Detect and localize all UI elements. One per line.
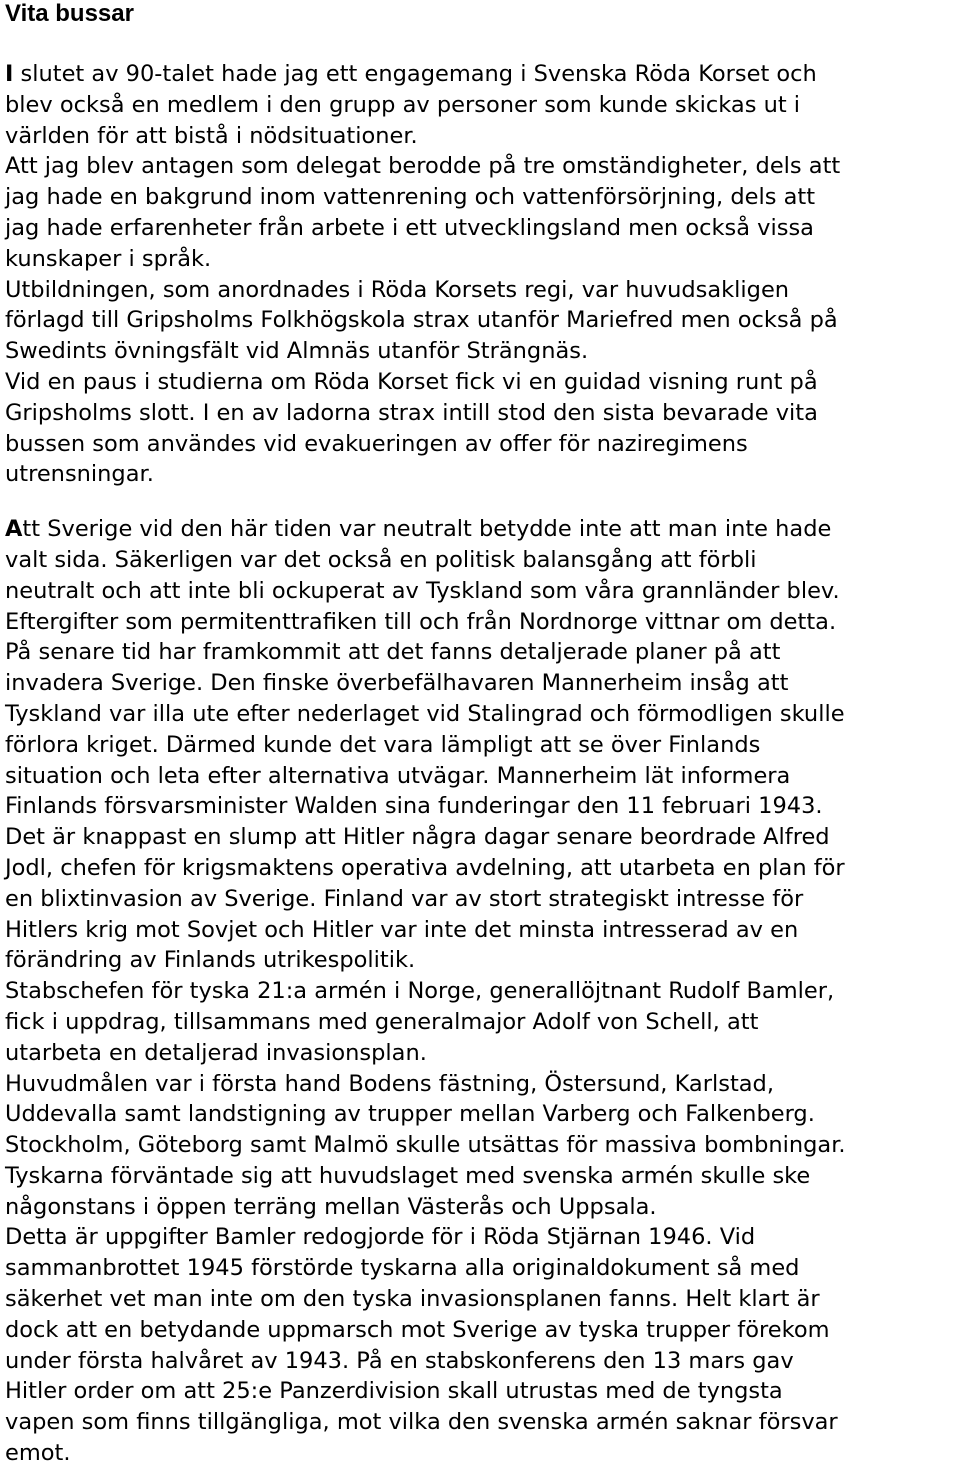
text-line: vapen som finns tillgängliga, mot vilka den svenska armén saknar försvar — [5, 1409, 838, 1436]
paragraph-neutrality — [5, 514, 957, 1469]
text-line: bussen som användes vid evakueringen av offer för naziregimens — [5, 430, 748, 457]
text-line: invadera Sverige. Den finske överbefälhavaren Mannerheim insåg att — [5, 670, 789, 697]
text-line: På senare tid har framkommit att det fanns detaljerade planer på att — [5, 639, 781, 666]
text-line-rest: tt Sverige vid den här tiden var neutralt betydde inte att man inte hade — [22, 516, 832, 543]
text-line: situation och leta efter alternativa utvägar. Mannerheim lät informera — [5, 762, 791, 789]
text-line: säkerhet vet man inte om den tyska invasionsplanen fanns. Helt klart är — [5, 1286, 820, 1313]
text-line: fick i uppdrag, tillsammans med generalmajor Adolf von Schell, att — [5, 1008, 759, 1035]
text-line: jag hade en bakgrund inom vattenrening och vattenförsörjning, dels att — [5, 184, 816, 211]
text-line: Stockholm, Göteborg samt Malmö skulle utsättas för massiva bombningar. — [5, 1132, 846, 1159]
text-line: Finlands försvarsminister Walden sina funderingar den 11 februari 1943. — [5, 793, 823, 820]
text-line: en blixtinvasion av Sverige. Finland var av stort strategiskt intresse för — [5, 885, 804, 912]
text-line: Att jag blev antagen som delegat berodde på tre omständigheter, dels att — [5, 153, 841, 180]
text-line: utrensningar. — [5, 461, 154, 488]
text-line: Hitlers krig mot Sovjet och Hitler var inte det minsta intresserad av en — [5, 916, 799, 943]
text-line: kunskaper i språk. — [5, 245, 212, 272]
text-line: Gripsholms slott. I en av ladorna strax intill stod den sista bevarade vita — [5, 399, 818, 426]
text-line: neutralt och att inte bli ockuperat av Tyskland som våra grannländer blev. — [5, 577, 840, 604]
text-line: dock att en betydande uppmarsch mot Sverige av tyska trupper förekom — [5, 1316, 830, 1343]
text-line: Detta är uppgifter Bamler redogjorde för i Röda Stjärnan 1946. Vid — [5, 1224, 756, 1251]
text-line: emot. — [5, 1440, 71, 1467]
text-line: blev också en medlem i den grupp av personer som kunde skickas ut i — [5, 91, 801, 118]
paragraph-intro — [5, 59, 957, 490]
text-line: Uddevalla samt landstigning av trupper mellan Varberg och Falkenberg. — [5, 1101, 815, 1128]
text-line: Huvudmålen var i första hand Bodens fästning, Östersund, Karlstad, — [5, 1070, 774, 1097]
text-line: Stabschefen för tyska 21:a armén i Norge, generallöjtnant Rudolf Bamler, — [5, 978, 835, 1005]
text-line: under första halvåret av 1943. På en stabskonferens den 13 mars gav — [5, 1347, 794, 1374]
text-line: Vid en paus i studierna om Röda Korset fick vi en guidad visning runt på — [5, 368, 818, 395]
lead-letter: A — [5, 516, 23, 543]
text-line-rest: slutet av 90-talet hade jag ett engagemang i Svenska Röda Korset och — [13, 61, 817, 87]
text-line: Swedints övningsfält vid Almnäs utanför Strängnäs. — [5, 338, 589, 365]
text-line: Tyskarna förväntade sig att huvudslaget med svenska armén skulle ske — [5, 1162, 811, 1189]
text-line — [5, 514, 957, 545]
text-line: världen för att bistå i nödsituationer. — [5, 122, 418, 149]
text-line: någonstans i öppen terräng mellan Västerås och Uppsala. — [5, 1193, 657, 1220]
document-page — [5, 0, 957, 1469]
text-line: förlora kriget. Därmed kunde det vara lämpligt att se över Finlands — [5, 731, 761, 758]
text-line: Utbildningen, som anordnades i Röda Korsets regi, var huvudsakligen — [5, 276, 790, 303]
text-line: Hitler order om att 25:e Panzerdivision skall utrustas med de tyngsta — [5, 1378, 783, 1405]
text-line: förlagd till Gripsholms Folkhögskola strax utanför Mariefred men också på — [5, 307, 838, 334]
lead-letter: I — [5, 61, 14, 87]
text-line: jag hade erfarenheter från arbete i ett utvecklingsland men också vissa — [5, 214, 814, 241]
document-title: Vita bussar — [5, 0, 134, 27]
text-line: Jodl, chefen för krigsmaktens operativa avdelning, att utarbeta en plan för — [5, 854, 845, 881]
text-line: utarbeta en detaljerad invasionsplan. — [5, 1039, 427, 1066]
text-line: valt sida. Säkerligen var det också en politisk balansgång att förbli — [5, 546, 757, 573]
text-line — [5, 59, 957, 90]
text-line: Eftergifter som permitenttrafiken till och från Nordnorge vittnar om detta. — [5, 608, 837, 635]
text-line: Tyskland var illa ute efter nederlaget vid Stalingrad och förmodligen skulle — [5, 700, 845, 727]
text-line: sammanbrottet 1945 förstörde tyskarna alla originaldokument så med — [5, 1255, 800, 1282]
text-line: förändring av Finlands utrikespolitik. — [5, 947, 416, 974]
text-line: Det är knappast en slump att Hitler några dagar senare beordrade Alfred — [5, 824, 830, 851]
